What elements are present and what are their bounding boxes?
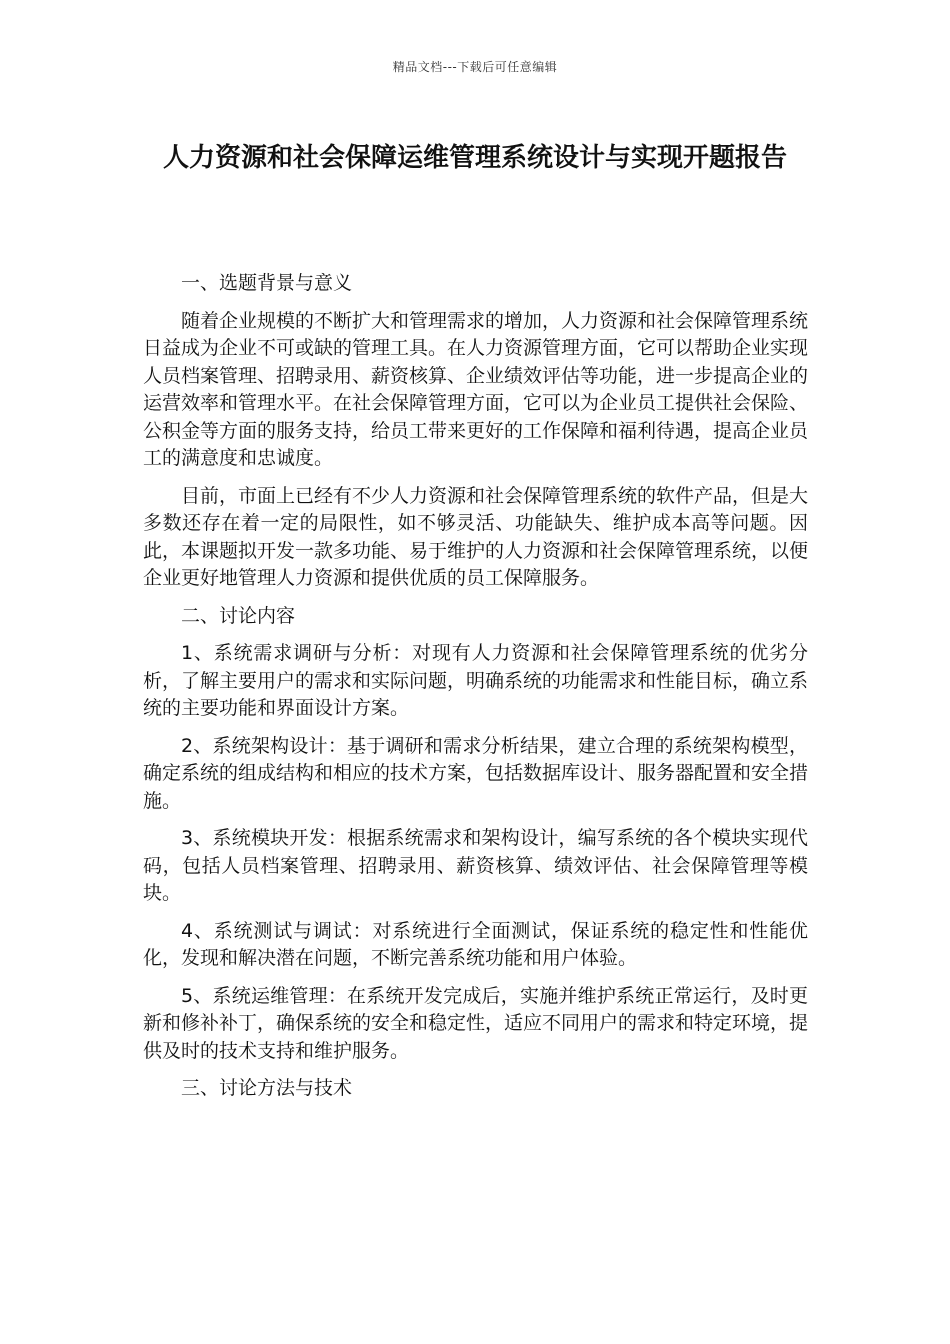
paragraph: 5、系统运维管理：在系统开发完成后，实施并维护系统正常运行，及时更新和修补补丁，确保系统的安全和稳定性，适应不同用户的需求和特定环境，提供及时的技术支持和维护服务。 [143, 984, 809, 1062]
section-heading: 二、讨论内容 [181, 604, 296, 627]
section-heading: 一、选题背景与意义 [181, 272, 353, 294]
paragraph: 随着企业规模的不断扩大和管理需求的增加，人力资源和社会保障管理系统日益成为企业不可或缺的管理工具。在人力资源管理方面，它可以帮助企业实现人员档案管理、招聘录用、薪资核算、企业绩效评估等功能，进一步提高企业的运营效率和管理水平。在社会保障管理方面，它可以为企业员工提供社会保险、公积金等方面的服务支持，给员工带来更好的工作保障和福利待遇，提高企业员工的满意度和忠诚度。 [143, 309, 809, 469]
paragraph: 3、系统模块开发：根据系统需求和架构设计，编写系统的各个模块实现代码，包括人员档案管理、招聘录用、薪资核算、绩效评估、社会保障管理等模块。 [143, 827, 808, 904]
header-note: 精品文档---下载后可任意编辑 [392, 60, 558, 74]
section-heading: 三、讨论方法与技术 [181, 1077, 353, 1099]
paragraph: 目前，市面上已经有不少人力资源和社会保障管理系统的软件产品，但是大多数还存在着一定的局限性，如不够灵活、功能缺失、维护成本高等问题。因此，本课题拟开发一款多功能、易于维护的人力资源和社会保障管理系统，以便企业更好地管理人力资源和提供优质的员工保障服务。 [143, 484, 809, 589]
paragraph: 4、系统测试与调试：对系统进行全面测试，保证系统的稳定性和性能优化，发现和解决潜在问题，不断完善系统功能和用户体验。 [143, 919, 808, 969]
paragraph: 2、系统架构设计：基于调研和需求分析结果，建立合理的系统架构模型，确定系统的组成结构和相应的技术方案，包括数据库设计、服务器配置和安全措施。 [143, 734, 809, 812]
document-title: 人力资源和社会保障运维管理系统设计与实现开题报告 [162, 143, 787, 173]
paragraph: 1、系统需求调研与分析：对现有人力资源和社会保障管理系统的优劣分析，了解主要用户的需求和实际问题，明确系统的功能需求和性能目标，确立系统的主要功能和界面设计方案。 [143, 642, 809, 719]
document-body [143, 270, 808, 1113]
